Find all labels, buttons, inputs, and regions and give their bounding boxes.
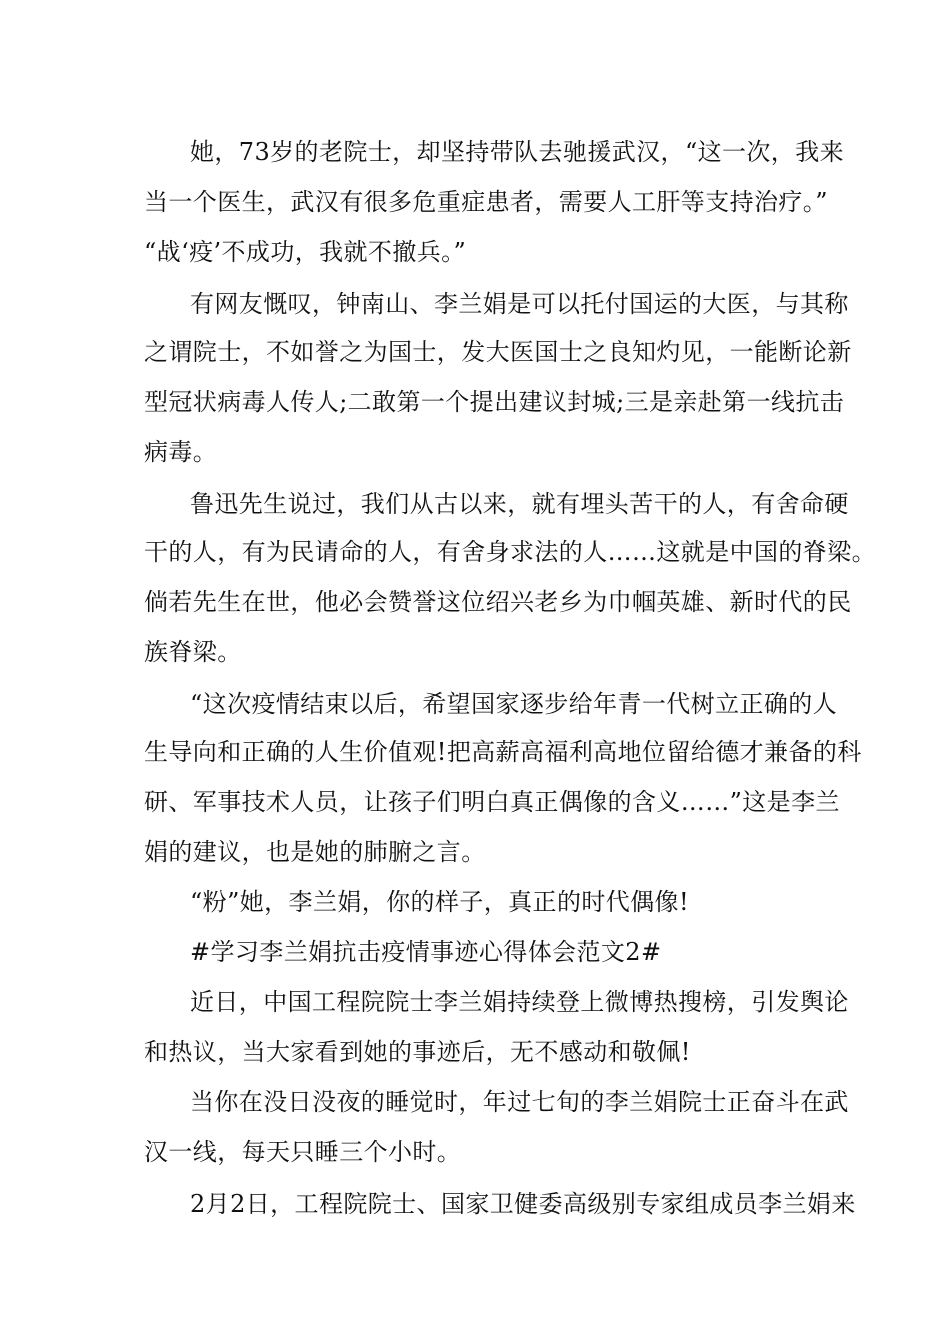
text-line: 2月2日，工程院院士、国家卫健委高级别专家组成员李兰娟来: [190, 1190, 856, 1218]
text-line: 她，73岁的老院士，却坚持带队去驰援武汉，“这一次，我来: [190, 138, 845, 166]
text-line: 汉一线，每天只睡三个小时。: [144, 1138, 462, 1166]
text-line: 研、军事技术人员，让孩子们明白真正偶像的含义……”这是李兰: [144, 788, 840, 816]
text-line: 生导向和正确的人生价值观!把高薪高福利高地位留给德才兼备的科: [144, 738, 862, 766]
text-line: 病毒。: [144, 438, 218, 466]
text-line: 型冠状病毒人传人;二敢第一个提出建议封城;三是亲赴第一线抗击: [144, 388, 845, 416]
text-line: “这次疫情结束以后，希望国家逐步给年青一代树立正确的人: [190, 690, 838, 718]
text-line: 和热议，当大家看到她的事迹后，无不感动和敬佩!: [144, 1038, 691, 1066]
text-line: 鲁迅先生说过，我们从古以来，就有埋头苦干的人，有舍命硬: [190, 490, 849, 518]
text-line: 干的人，有为民请命的人，有舍身求法的人……这就是中国的脊梁。: [144, 538, 876, 566]
text-line: 当一个医生，武汉有很多危重症患者，需要人工肝等支持治疗。”: [144, 188, 828, 216]
text-line: 之谓院士，不如誉之为国士，发大医国士之良知灼见，一能断论新: [144, 338, 852, 366]
text-line: 有网友慨叹，钟南山、李兰娟是可以托付国运的大医，与其称: [190, 290, 849, 318]
text-line: 族脊梁。: [144, 638, 242, 666]
text-line: 娟的建议，也是她的肺腑之言。: [144, 838, 486, 866]
text-line: 当你在没日没夜的睡觉时，年过七旬的李兰娟院士正奋斗在武: [190, 1088, 849, 1116]
text-line: “战‘疫’不成功，我就不撤兵。”: [144, 238, 467, 266]
text-line: 近日，中国工程院院士李兰娟持续登上微博热搜榜，引发舆论: [190, 988, 849, 1016]
section-heading: #学习李兰娟抗击疫情事迹心得体会范文2#: [190, 938, 662, 966]
text-line: “粉”她，李兰娟，你的样子，真正的时代偶像!: [190, 888, 689, 916]
text-line: 倘若先生在世，他必会赞誉这位绍兴老乡为巾帼英雄、新时代的民: [144, 588, 852, 616]
